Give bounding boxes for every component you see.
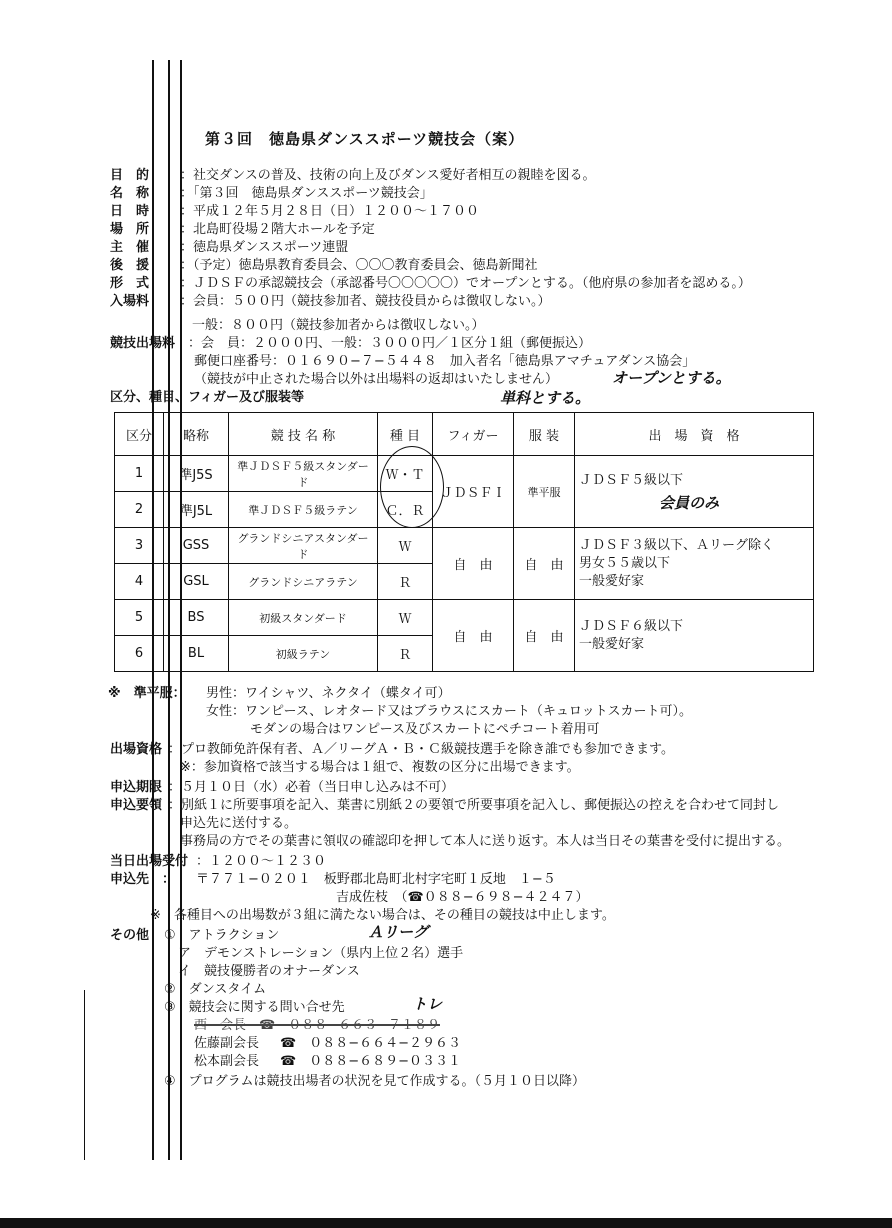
table-caption: 区分、種目、フィガー及び服装等 — [110, 390, 304, 405]
row-number: 6 — [115, 636, 164, 672]
fee-general: 一般：８００円（競技参加者からは徴収しない。） — [192, 318, 485, 333]
row-name: 準ＪＤＳＦ５級スタンダード — [229, 456, 378, 492]
contact-name: 松本副会長 — [194, 1054, 260, 1069]
scan-line — [84, 990, 85, 1160]
handwritten-open: オープンとする。 — [612, 369, 731, 387]
procedure-line: ：別紙１に所要事項を記入、葉書に別紙２の要領で所要事項を記入し、郵便振込の控えを合わせて同封し — [168, 798, 780, 813]
row-name: グランドシニアスタンダード — [229, 528, 378, 564]
row-number: 1 — [115, 456, 164, 492]
field-value: ：平成１２年５月２８日（日）１２００〜１７００ — [180, 204, 480, 219]
reception-label: 当日出場受付 — [110, 854, 189, 869]
other-item: イ 競技優勝者のオナーダンス — [178, 964, 360, 979]
table-row — [115, 456, 814, 492]
row-figure: ＪＤＳＦＩ — [433, 456, 514, 528]
contact-name: 佐藤副会長 — [194, 1036, 260, 1051]
struck-contact: 西 会長 ☎ ０８８−６６３−７１８９ — [194, 1018, 440, 1033]
procedure-line: 事務局の方でその葉書に領収の確認印を押して本人に送り返す。本人は当日その葉書を受付に提出する。 — [180, 834, 790, 849]
deadline: ：５月１０日（水）必着（当日申し込みは不可） — [168, 780, 455, 795]
header-cell: 競 技 名 称 — [229, 413, 378, 456]
row-dress: 準平服 — [514, 456, 575, 528]
field-value: ：「第３回 徳島県ダンススポーツ競技会」 — [180, 186, 433, 201]
field-value: ：ＪＤＳＦの承認競技会（承認番号〇〇〇〇〇）でオープンとする。（他府県の参加者を認める。） — [180, 276, 751, 291]
field-value: ：会員：５００円（競技参加者、競技役員からは徴収しない。） — [180, 294, 551, 309]
qualification-label: 出場資格 — [110, 742, 163, 757]
apply-label: 申込先 ： — [110, 872, 176, 887]
other-item: ① アトラクション — [164, 928, 280, 943]
handwritten-a-league: Ａリーグ — [368, 923, 429, 941]
dress-line: モダンの場合はワンピース及びスカートにペチコート着用可 — [250, 722, 600, 737]
handwritten-tore: トレ — [412, 995, 443, 1013]
row-name: 準ＪＤＳＦ５級ラテン — [229, 492, 378, 528]
header-cell: フィガー — [433, 413, 514, 456]
row-figure: 自 由 — [433, 600, 514, 672]
handwritten-members-only: 会員のみ — [659, 493, 720, 512]
table-row — [115, 600, 814, 636]
field-label: 後 援 — [110, 258, 150, 273]
header-cell: 服 装 — [514, 413, 575, 456]
row-number: 5 — [115, 600, 164, 636]
scan-edge — [0, 1218, 892, 1228]
row-qualification — [575, 600, 814, 672]
document-title: 第３回 徳島県ダンススポーツ競技会（案） — [205, 130, 525, 148]
row-figure: 自 由 — [433, 528, 514, 600]
row-event: Ｒ — [378, 564, 433, 600]
row-name: 初級ラテン — [229, 636, 378, 672]
qualification-note: ※：参加資格で該当する場合は１組で、複数の区分に出場できます。 — [180, 760, 580, 775]
row-number: 4 — [115, 564, 164, 600]
field-label: 日 時 — [110, 204, 150, 219]
header-cell: 種 目 — [378, 413, 433, 456]
header-cell: 区分 — [115, 413, 164, 456]
field-value: ：徳島県ダンススポーツ連盟 — [180, 240, 349, 255]
row-event: Ｃ．Ｒ — [378, 492, 433, 528]
row-name: グランドシニアラテン — [229, 564, 378, 600]
refund-note: （競技が中止された場合以外は出場料の返却はいたしません） — [194, 372, 559, 387]
field-label: 目 的 — [110, 168, 150, 183]
row-code: BS — [164, 600, 229, 636]
row-number: 3 — [115, 528, 164, 564]
other-item: ② ダンスタイム — [164, 982, 267, 997]
entry-fee: ：会 員：２０００円、一般：３０００円／１区分１組（郵便振込） — [188, 336, 592, 351]
contact-tel: ☎ ０８８−６６４−２９６３ — [280, 1036, 461, 1051]
header-cell: 出 場 資 格 — [575, 413, 814, 456]
row-qualification — [575, 528, 814, 600]
field-value: ：（予定）徳島県教育委員会、〇〇〇教育委員会、徳島新聞社 — [180, 258, 538, 273]
dress-line: 女性：ワンピース、レオタード又はブラウスにスカート（キュロットスカート可）。 — [206, 704, 692, 719]
procedure-line: 申込先に送付する。 — [180, 816, 298, 831]
row-code: 準J5L — [164, 492, 229, 528]
qualification-line: ＪＤＳＦ３級以下、Ａリーグ除く — [579, 537, 775, 553]
row-dress: 自 由 — [514, 600, 575, 672]
field-label: 主 催 — [110, 240, 150, 255]
table-row — [115, 528, 814, 564]
qualification-text: ：プロ教師免許保有者、Ａ／リーグＡ・Ｂ・Ｃ級競技選手を除き誰でも参加できます。 — [168, 742, 674, 757]
other-item: ③ 競技会に関する問い合せ先 — [164, 1000, 345, 1015]
postal-account: 郵便口座番号：０１６９０−７−５４４８ 加入者名「徳島県アマチュアダンス協会」 — [194, 354, 696, 369]
row-code: GSS — [164, 528, 229, 564]
qualification-line: 一般愛好家 — [579, 636, 645, 652]
qualification-line: ＪＤＳＦ５級以下 — [579, 472, 684, 488]
row-number: 2 — [115, 492, 164, 528]
field-label: 形 式 — [110, 276, 150, 291]
row-event: Ｒ — [378, 636, 433, 672]
handwritten-single-event: 単科とする。 — [500, 389, 591, 407]
contact-tel: ☎ ０８８−６８９−０３３１ — [280, 1054, 461, 1069]
row-dress: 自 由 — [514, 528, 575, 600]
entry-fee-label: 競技出場料 — [110, 336, 176, 351]
field-label: 場 所 — [110, 222, 150, 237]
row-code: 準J5S — [164, 456, 229, 492]
other-item: ア デモンストレーション（県内上位２名）選手 — [178, 946, 464, 961]
row-code: GSL — [164, 564, 229, 600]
table-header-row — [115, 413, 814, 456]
handwritten-circle — [380, 446, 444, 528]
row-qualification — [575, 456, 814, 528]
dress-line: 男性：ワイシャツ、ネクタイ（蝶タイ可） — [206, 686, 451, 701]
event-table — [114, 412, 814, 672]
row-name: 初級スタンダード — [229, 600, 378, 636]
apply-address: 〒７７１−０２０１ 板野郡北島町北村字宅町１反地 １−５ — [196, 872, 556, 887]
field-label: 名 称 — [110, 186, 150, 201]
program-note: ④ プログラムは競技出場者の状況を見て作成する。（５月１０日以降） — [164, 1074, 586, 1089]
apply-contact: 吉成佐枝 （☎０８８−６９８−４２４７） — [336, 890, 589, 905]
qualification-line: 一般愛好家 — [579, 573, 645, 589]
reception: ：１２００〜１２３０ — [196, 854, 327, 869]
dress-label: ※ 準平服： — [108, 686, 186, 701]
qualification-line: 男女５５歳以下 — [579, 555, 671, 571]
row-code: BL — [164, 636, 229, 672]
cancel-note: ※ 各種目への出場数が３組に満たない場合は、その種目の競技は中止します。 — [150, 908, 615, 923]
deadline-label: 申込期限 — [110, 780, 163, 795]
row-event: Ｗ — [378, 528, 433, 564]
header-cell: 略称 — [164, 413, 229, 456]
other-label: その他 — [110, 928, 150, 943]
field-value: ：北島町役場２階大ホールを予定 — [180, 222, 375, 237]
row-event: Ｗ・Ｔ — [378, 456, 433, 492]
procedure-label: 申込要領 — [110, 798, 163, 813]
field-label: 入場料 — [110, 294, 150, 309]
row-event: Ｗ — [378, 600, 433, 636]
qualification-line: ＪＤＳＦ６級以下 — [579, 618, 684, 634]
field-value: ：社交ダンスの普及、技術の向上及びダンス愛好者相互の親睦を図る。 — [180, 168, 596, 183]
